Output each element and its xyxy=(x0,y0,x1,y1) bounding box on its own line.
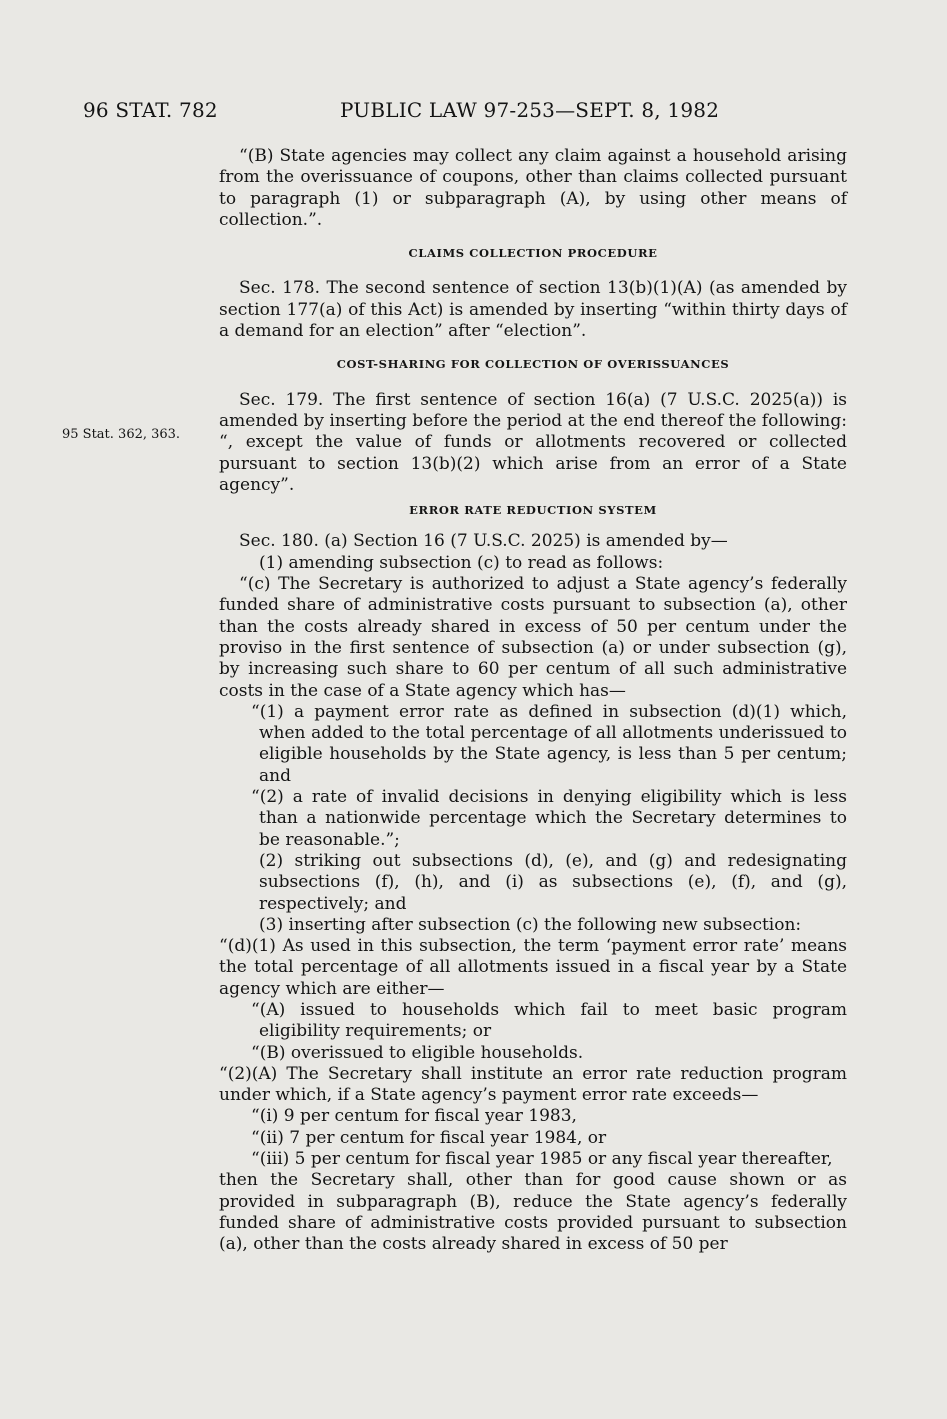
paragraph: Sec. 180. (a) Section 16 (7 U.S.C. 2025) is amended by— xyxy=(239,531,728,552)
paragraph: “(c) The Secretary is authorized to adjust a State agency’s federally funded share of administrative costs pursuant to subsection (a), other than the costs already shared in excess of 50 per centum under the proviso in the first sentence of subsection (a) or under subsection (g), by increasing such share to 60 per centum of all such administrative costs in the case of a State agency which has— xyxy=(219,574,847,701)
paragraph: (1) amending subsection (c) to read as follows: xyxy=(259,552,664,573)
statute-page-number: 96 STAT. 782 xyxy=(83,98,218,122)
paragraph: (3) inserting after subsection (c) the following new subsection: xyxy=(259,914,802,935)
paragraph: “(B) State agencies may collect any claim against a household arising from the overissuance of coupons, other than claims collected pursuant to paragraph (1) or subparagraph (A), by using other means of collection.”. xyxy=(219,146,847,230)
paragraph: “(ii) 7 per centum for fiscal year 1984, or xyxy=(251,1127,607,1148)
section-heading: ERROR RATE REDUCTION SYSTEM xyxy=(409,503,657,518)
paragraph: “(B) overissued to eligible households. xyxy=(251,1042,584,1063)
paragraph: “(2)(A) The Secretary shall institute an error rate reduction program under which, if a State agency’s payment error rate exceeds— xyxy=(219,1063,847,1106)
paragraph: Sec. 178. The second sentence of section 13(b)(1)(A) (as amended by section 177(a) of this Act) is amended by inserting “within thirty days of a demand for an election” after “election”. xyxy=(219,278,847,342)
section-heading: CLAIMS COLLECTION PROCEDURE xyxy=(408,246,658,261)
paragraph: “(A) issued to households which fail to meet basic program eligibility requirements; or xyxy=(251,999,847,1042)
paragraph: (2) striking out subsections (d), (e), and (g) and redesignating subsections (f), (h), and (i) as subsections (e), (f), and (g), respectively; and xyxy=(259,850,847,914)
paragraph: “(iii) 5 per centum for fiscal year 1985 or any fiscal year thereafter, xyxy=(251,1149,833,1170)
section-heading: COST-SHARING FOR COLLECTION OF OVERISSUANCES xyxy=(336,357,730,372)
paragraph: “(d)(1) As used in this subsection, the term ‘payment error rate’ means the total percentage of all allotments issued in a fiscal year by a State agency which are either— xyxy=(219,936,847,999)
running-header: PUBLIC LAW 97-253—SEPT. 8, 1982 xyxy=(340,98,720,122)
margin-citation: 95 Stat. 362, 363. xyxy=(62,427,181,442)
paragraph: Sec. 179. The first sentence of section 16(a) (7 U.S.C. 2025(a)) is amended by inserting before the period at the end thereof the following: “, except the value of funds or allotments recovered or collected pursuant to section 13(b)(2) which arise from an error of a State agency”. xyxy=(219,389,847,495)
body-text xyxy=(219,146,847,1256)
paragraph: “(1) a payment error rate as defined in subsection (d)(1) which, when added to the total percentage of all allotments underissued to eligible households by the State agency, is less than 5 per centum; and xyxy=(251,701,847,786)
paragraph: then the Secretary shall, other than for good cause shown or as provided in subparagraph (B), reduce the State agency’s federally funded share of administrative costs provided pursuant to subsection (a), other than the costs already shared in excess of 50 per xyxy=(219,1170,847,1255)
paragraph: “(2) a rate of invalid decisions in denying eligibility which is less than a nationwide percentage which the Secretary determines to be reasonable.”; xyxy=(251,787,847,850)
paragraph: “(i) 9 per centum for fiscal year 1983, xyxy=(251,1106,577,1127)
